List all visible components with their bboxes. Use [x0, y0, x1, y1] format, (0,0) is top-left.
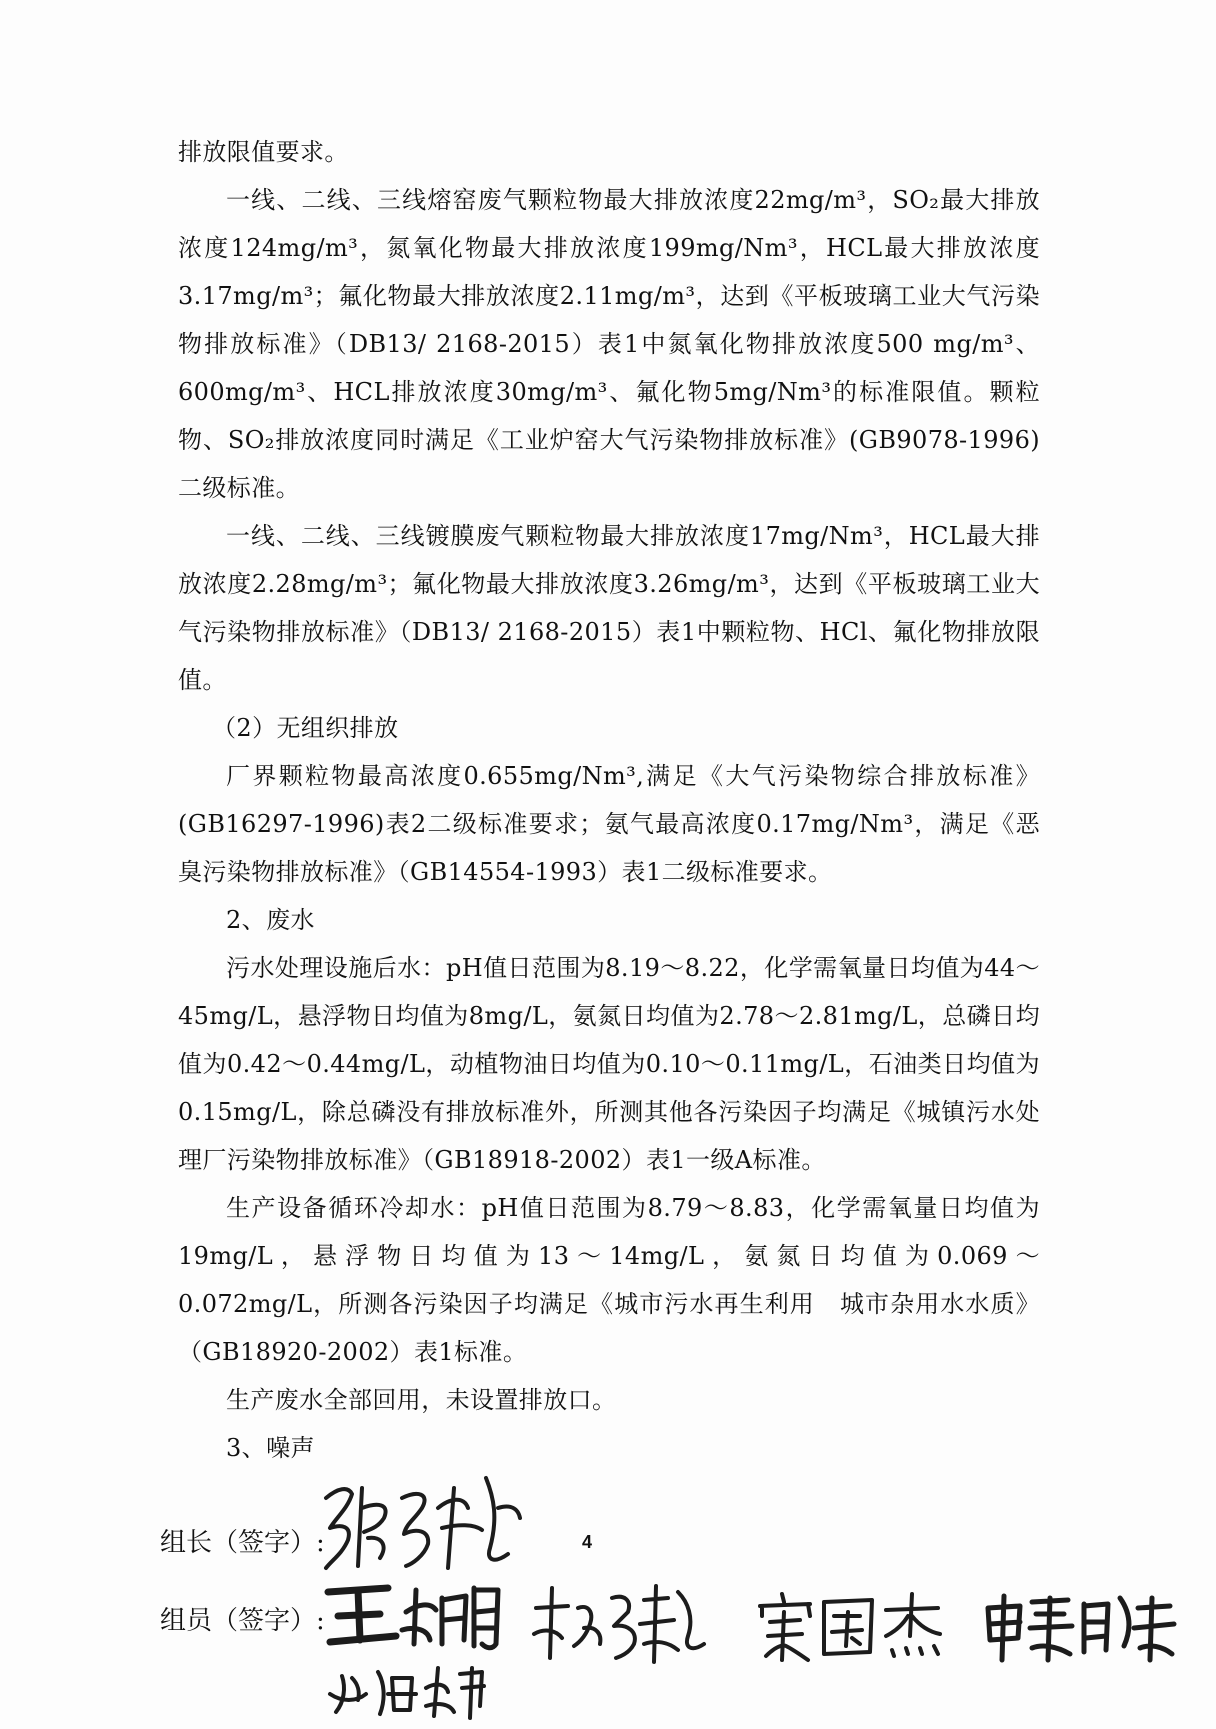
paragraph-furnace-emissions: 一线、二线、三线熔窑废气颗粒物最大排放浓度22mg/m³，SO₂最大排放浓度124mg/m³，氮氧化物最大排放浓度199mg/Nm³，HCL最大排放浓度3.17mg/m³；氟化物最大排放浓度2.11mg/m³，达到《平板玻璃工业大气污染物排放标准》（DB13/ 2168-2015）表1中氮氧化物排放浓度500 mg/m³、600mg/m³、HCL排放浓度30mg/m³、氟化物5mg/Nm³的标准限值。颗粒物、SO₂排放浓度同时满足《工业炉窑大气污染物排放标准》(GB9078-1996)二级标准。 [178, 186, 1040, 502]
heading-unorganized-emissions: （2）无组织排放 [212, 714, 399, 742]
continued-line: 排放限值要求。 [178, 138, 349, 166]
member-signature-5 [980, 1588, 1180, 1668]
member-signature-3 [528, 1578, 708, 1668]
leader-signature-label: 组长（签字）: [160, 1528, 325, 1558]
leader-signature-image [318, 1468, 528, 1578]
paragraph-reuse: 生产废水全部回用，未设置排放口。 [226, 1386, 617, 1414]
member-signature-4 [752, 1586, 952, 1666]
heading-noise: 3、噪声 [226, 1434, 315, 1462]
paragraph-sewage-treatment: 污水处理设施后水：pH值日范围为8.19～8.22，化学需氧量日均值为44～45mg/L，悬浮物日均值为8mg/L，氨氮日均值为2.78～2.81mg/L，总磷日均值为0.42～0.44mg/L，动植物油日均值为0.10～0.11mg/L，石油类日均值为0.15mg/L，除总磷没有排放标准外，所测其他各污染因子均满足《城镇污水处理厂污染物排放标准》（GB18918-2002）表1一级A标准。 [178, 954, 1040, 1174]
heading-wastewater: 2、废水 [226, 906, 315, 934]
page-number: 4 [582, 1532, 593, 1552]
paragraph-coating-emissions: 一线、二线、三线镀膜废气颗粒物最大排放浓度17mg/Nm³，HCL最大排放浓度2.28mg/m³；氟化物最大排放浓度3.26mg/m³，达到《平板玻璃工业大气污染物排放标准》（DB13/ 2168-2015）表1中颗粒物、HCl、氟化物排放限值。 [178, 522, 1040, 694]
paragraph-cooling-water: 生产设备循环冷却水：pH值日范围为8.79～8.83，化学需氧量日均值为19mg/L，悬浮物日均值为13～14mg/L，氨氮日均值为0.069～0.072mg/L，所测各污染因子均满足《城市污水再生利用 城市杂用水水质》（GB18920-2002）表1标准。 [178, 1194, 1040, 1366]
paragraph-boundary-emissions: 厂界颗粒物最高浓度0.655mg/Nm³,满足《大气污染物综合排放标准》(GB16297-1996)表2二级标准要求；氨气最高浓度0.17mg/Nm³，满足《恶臭污染物排放标准》（GB14554-1993）表1二级标准要求。 [178, 762, 1040, 886]
member-signature-1 [318, 1578, 508, 1658]
document-body [178, 128, 1040, 1472]
member-signature-2 [322, 1658, 492, 1722]
members-signature-label: 组员（签字）: [160, 1606, 325, 1636]
